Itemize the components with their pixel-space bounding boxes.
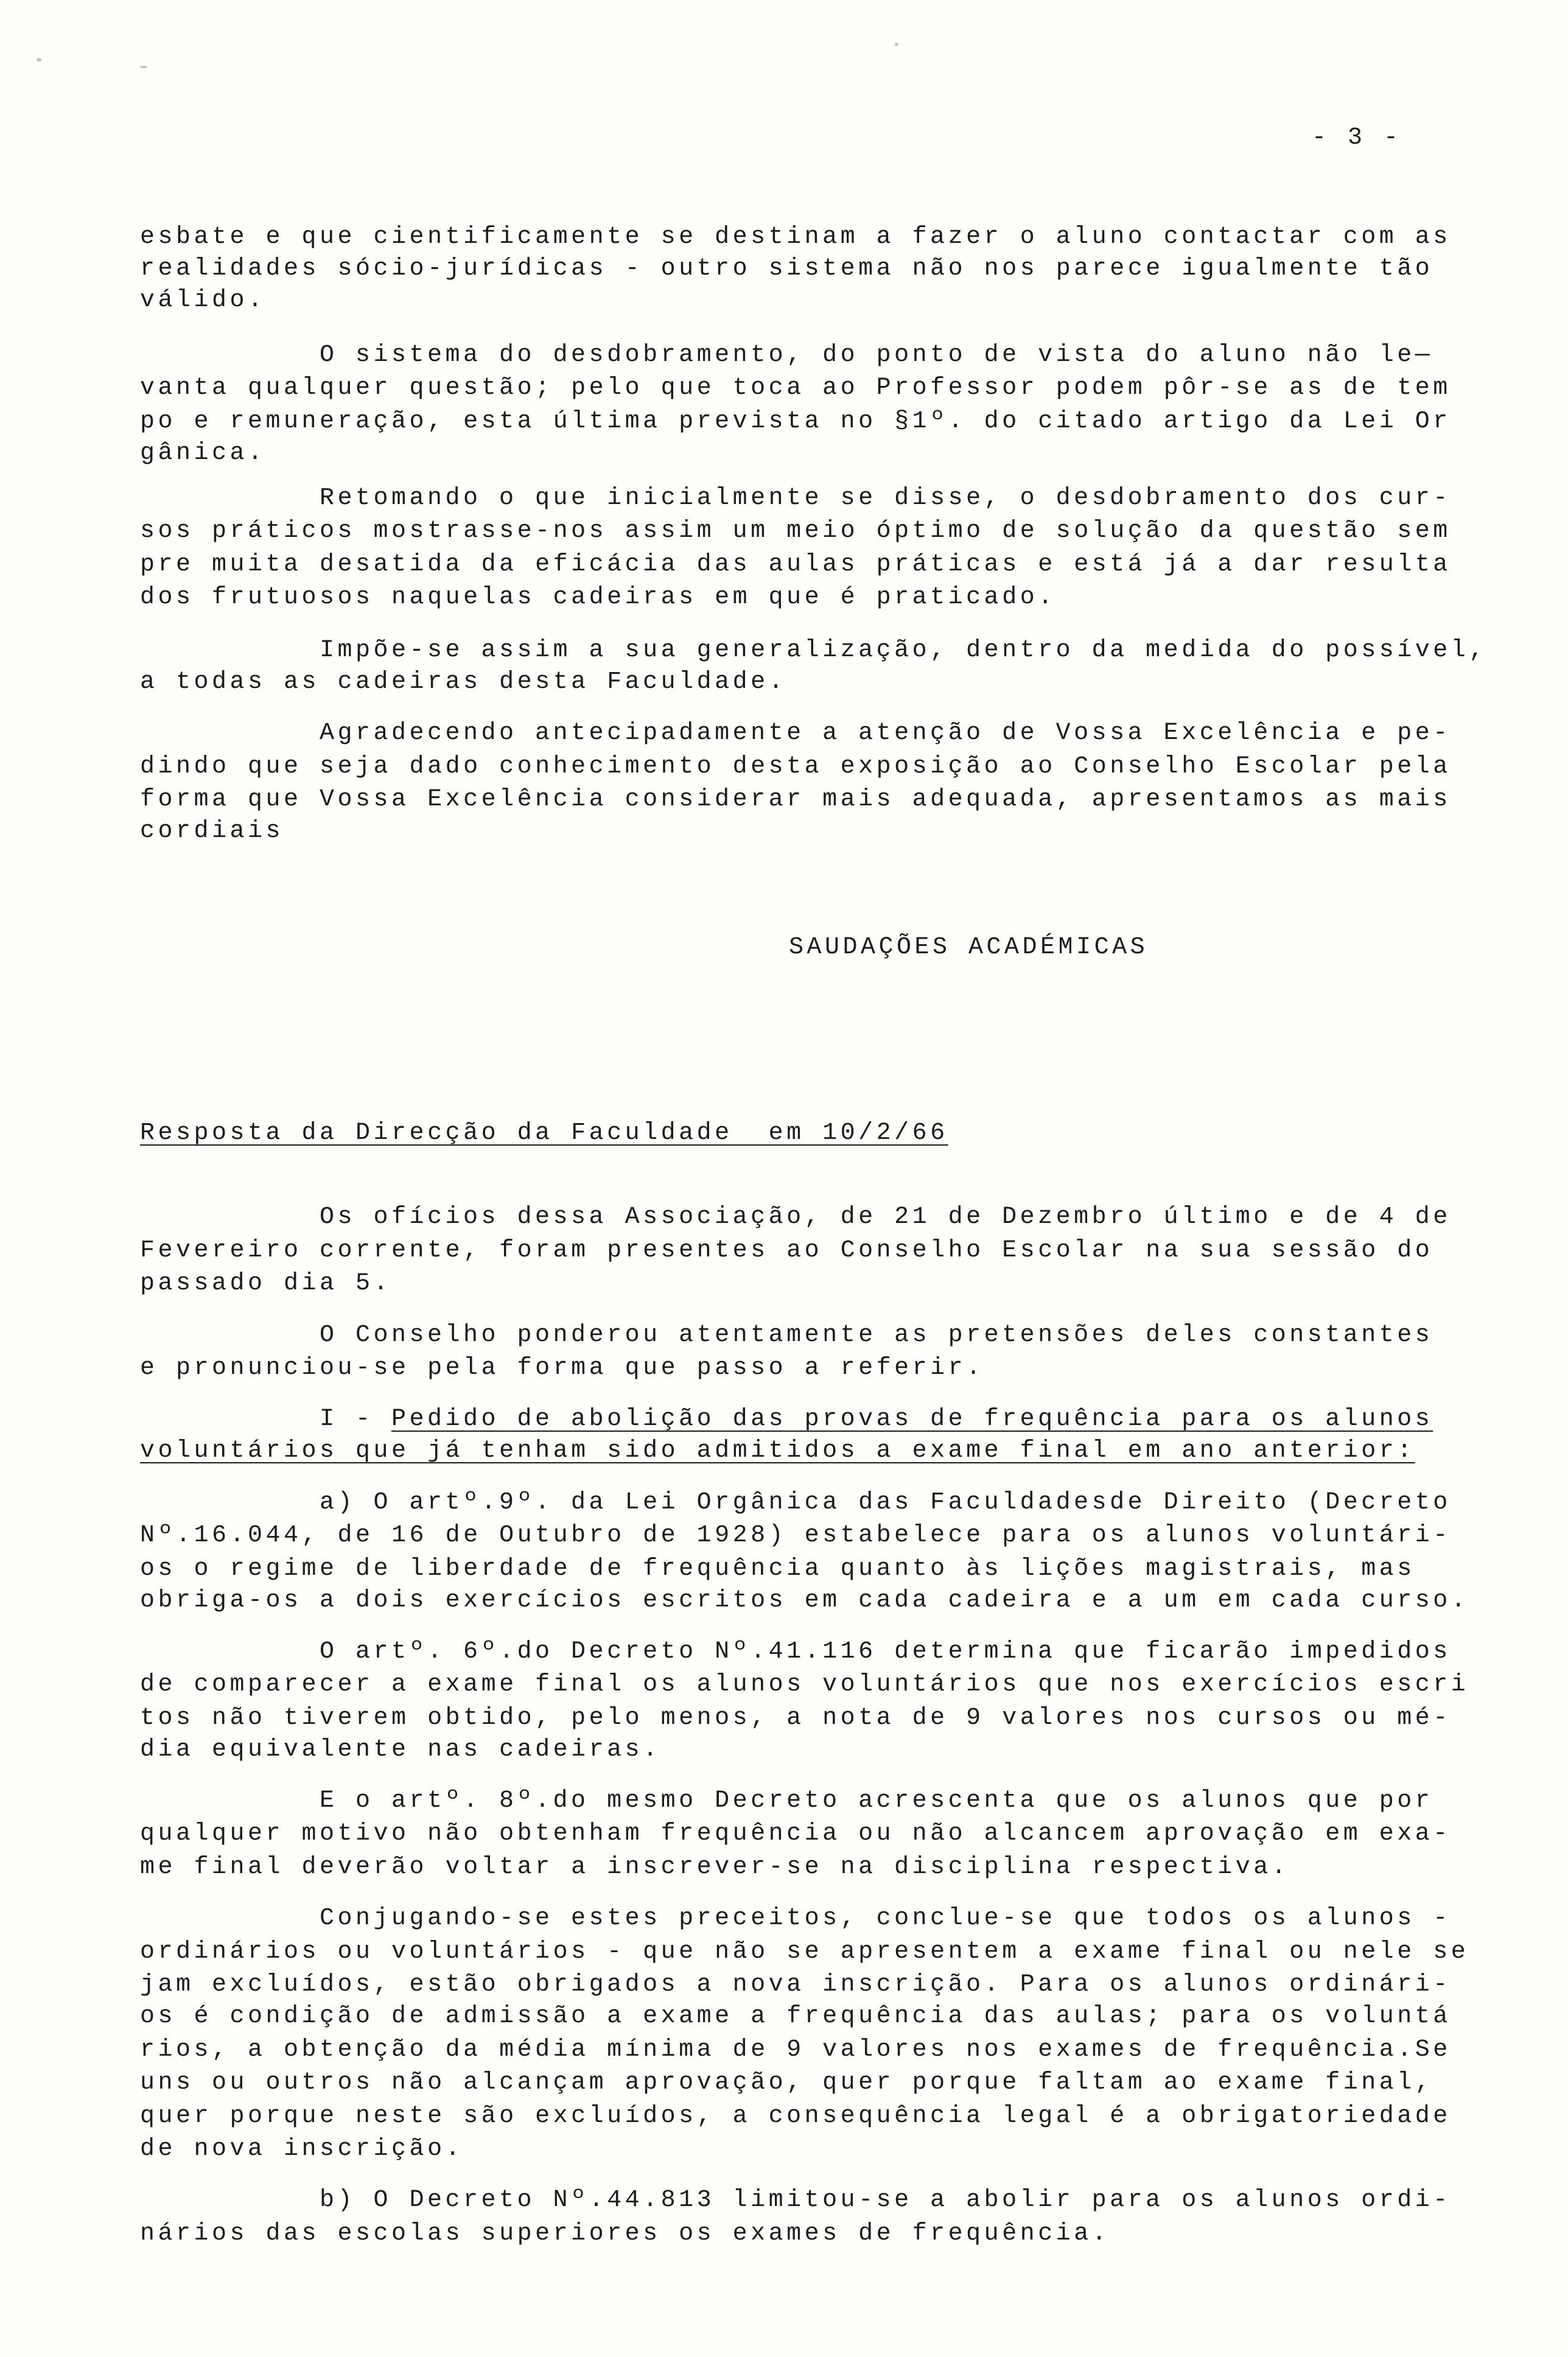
text-line: pre muita desatida da eficácia das aulas práticas e está já a dar resulta xyxy=(140,551,1451,578)
text-line: esbate e que cientificamente se destinam a fazer o aluno contactar com as xyxy=(140,223,1451,251)
closing-salutation: SAUDAÇÕES ACADÉMICAS xyxy=(789,934,1149,961)
page-number: - 3 - xyxy=(1312,124,1402,152)
text-line: tos não tiverem obtido, pelo menos, a nota de 9 valores nos cursos ou mé- xyxy=(140,1704,1451,1732)
text-line: de nova inscrição. xyxy=(140,2135,464,2163)
text-line: e pronunciou-se pela forma que passo a referir. xyxy=(140,1354,984,1382)
reply-heading: Resposta da Direcção da Faculdade em 10/2/66 xyxy=(140,1119,948,1147)
text-line: Conjugando-se estes preceitos, conclue-se que todos os alunos - xyxy=(320,1905,1451,1932)
text-line: válido. xyxy=(140,287,266,314)
text-line: me final deverão voltar a inscrever-se na disciplina respectiva. xyxy=(140,1854,1290,1881)
text-line: obriga-os a dois exercícios escritos em cada cadeira e a um em cada curso. xyxy=(140,1587,1469,1614)
text-line: dos frutuosos naquelas cadeiras em que é praticado. xyxy=(140,584,1056,611)
text-line: realidades sócio-jurídicas - outro sistema não nos parece igualmente tão xyxy=(140,255,1433,282)
text-line: Retomando o que inicialmente se disse, o desdobramento dos cur- xyxy=(320,485,1451,512)
text-line: qualquer motivo não obtenham frequência ou não alcancem aprovação em exa- xyxy=(140,1820,1451,1847)
text-line: quer porque neste são excluídos, a consequência legal é a obrigatoriedade xyxy=(140,2103,1451,2130)
text-line: O Conselho ponderou atentamente as pretensões deles constantes xyxy=(320,1322,1433,1349)
text-line: O artº. 6º.do Decreto Nº.41.116 determina que ficarão impedidos xyxy=(320,1638,1451,1665)
text-line: uns ou outros não alcançam aprovação, quer porque faltam ao exame final, xyxy=(140,2069,1433,2096)
text-line: E o artº. 8º.do mesmo Decreto acrescenta que os alunos que por xyxy=(320,1787,1433,1815)
text-line: Fevereiro corrente, foram presentes ao Conselho Escolar na sua sessão do xyxy=(140,1237,1433,1264)
text-line: ordinários ou voluntários - que não se apresentem a exame final ou nele se xyxy=(140,1938,1469,1966)
scan-speck xyxy=(37,58,41,61)
scan-speck xyxy=(895,43,898,46)
section-heading-line xyxy=(320,1404,1433,1435)
text-line: a) O artº.9º. da Lei Orgânica das Faculdadesde Direito (Decreto xyxy=(320,1489,1451,1516)
section-title: Pedido de abolição das provas de frequência para os alunos xyxy=(391,1406,1433,1433)
text-line: cordiais xyxy=(140,818,284,845)
text-line: forma que Vossa Excelência considerar mais adequada, apresentamos as mais xyxy=(140,786,1451,813)
text-line: jam excluídos, estão obrigados a nova inscrição. Para os alunos ordinári- xyxy=(140,1971,1451,1998)
text-line: a todas as cadeiras desta Faculdade. xyxy=(140,668,787,696)
section-number: I - xyxy=(320,1406,392,1433)
text-line: vanta qualquer questão; pelo que toca ao Professor podem pôr-se as de tem xyxy=(140,374,1451,402)
text-line: Nº.16.044, de 16 de Outubro de 1928) estabelece para os alunos voluntári- xyxy=(140,1522,1451,1549)
text-line: dindo que seja dado conhecimento desta exposição ao Conselho Escolar pela xyxy=(140,753,1451,780)
section-title: voluntários que já tenham sido admitidos a exame final em ano anterior: xyxy=(140,1437,1415,1465)
text-line: sos práticos mostrasse-nos assim um meio óptimo de solução da questão sem xyxy=(140,517,1451,545)
text-line: nários das escolas superiores os exames de frequência. xyxy=(140,2220,1110,2247)
text-line: os o regime de liberdade de frequência quanto às lições magistrais, mas xyxy=(140,1555,1415,1583)
text-line: b) O Decreto Nº.44.813 limitou-se a abolir para os alunos ordi- xyxy=(320,2187,1451,2214)
scan-speck xyxy=(140,66,147,68)
text-line: de comparecer a exame final os alunos voluntários que nos exercícios escri xyxy=(140,1671,1469,1698)
text-line: O sistema do desdobramento, do ponto de vista do aluno não le— xyxy=(320,341,1433,369)
text-line: passado dia 5. xyxy=(140,1270,392,1297)
text-line: Agradecendo antecipadamente a atenção de Vossa Excelência e pe- xyxy=(320,720,1451,747)
text-line: gânica. xyxy=(140,440,266,467)
text-line: Os ofícios dessa Associação, de 21 de Dezembro último e de 4 de xyxy=(320,1203,1451,1231)
text-line: po e remuneração, esta última prevista no §1º. do citado artigo da Lei Or xyxy=(140,408,1451,435)
text-line: Impõe-se assim a sua generalização, dentro da medida do possível, xyxy=(320,637,1487,664)
text-line: os é condição de admissão a exame a frequência das aulas; para os voluntá xyxy=(140,2003,1451,2030)
text-line: rios, a obtenção da média mínima de 9 valores nos exames de frequência.Se xyxy=(140,2036,1451,2064)
text-line: dia equivalente nas cadeiras. xyxy=(140,1736,661,1763)
